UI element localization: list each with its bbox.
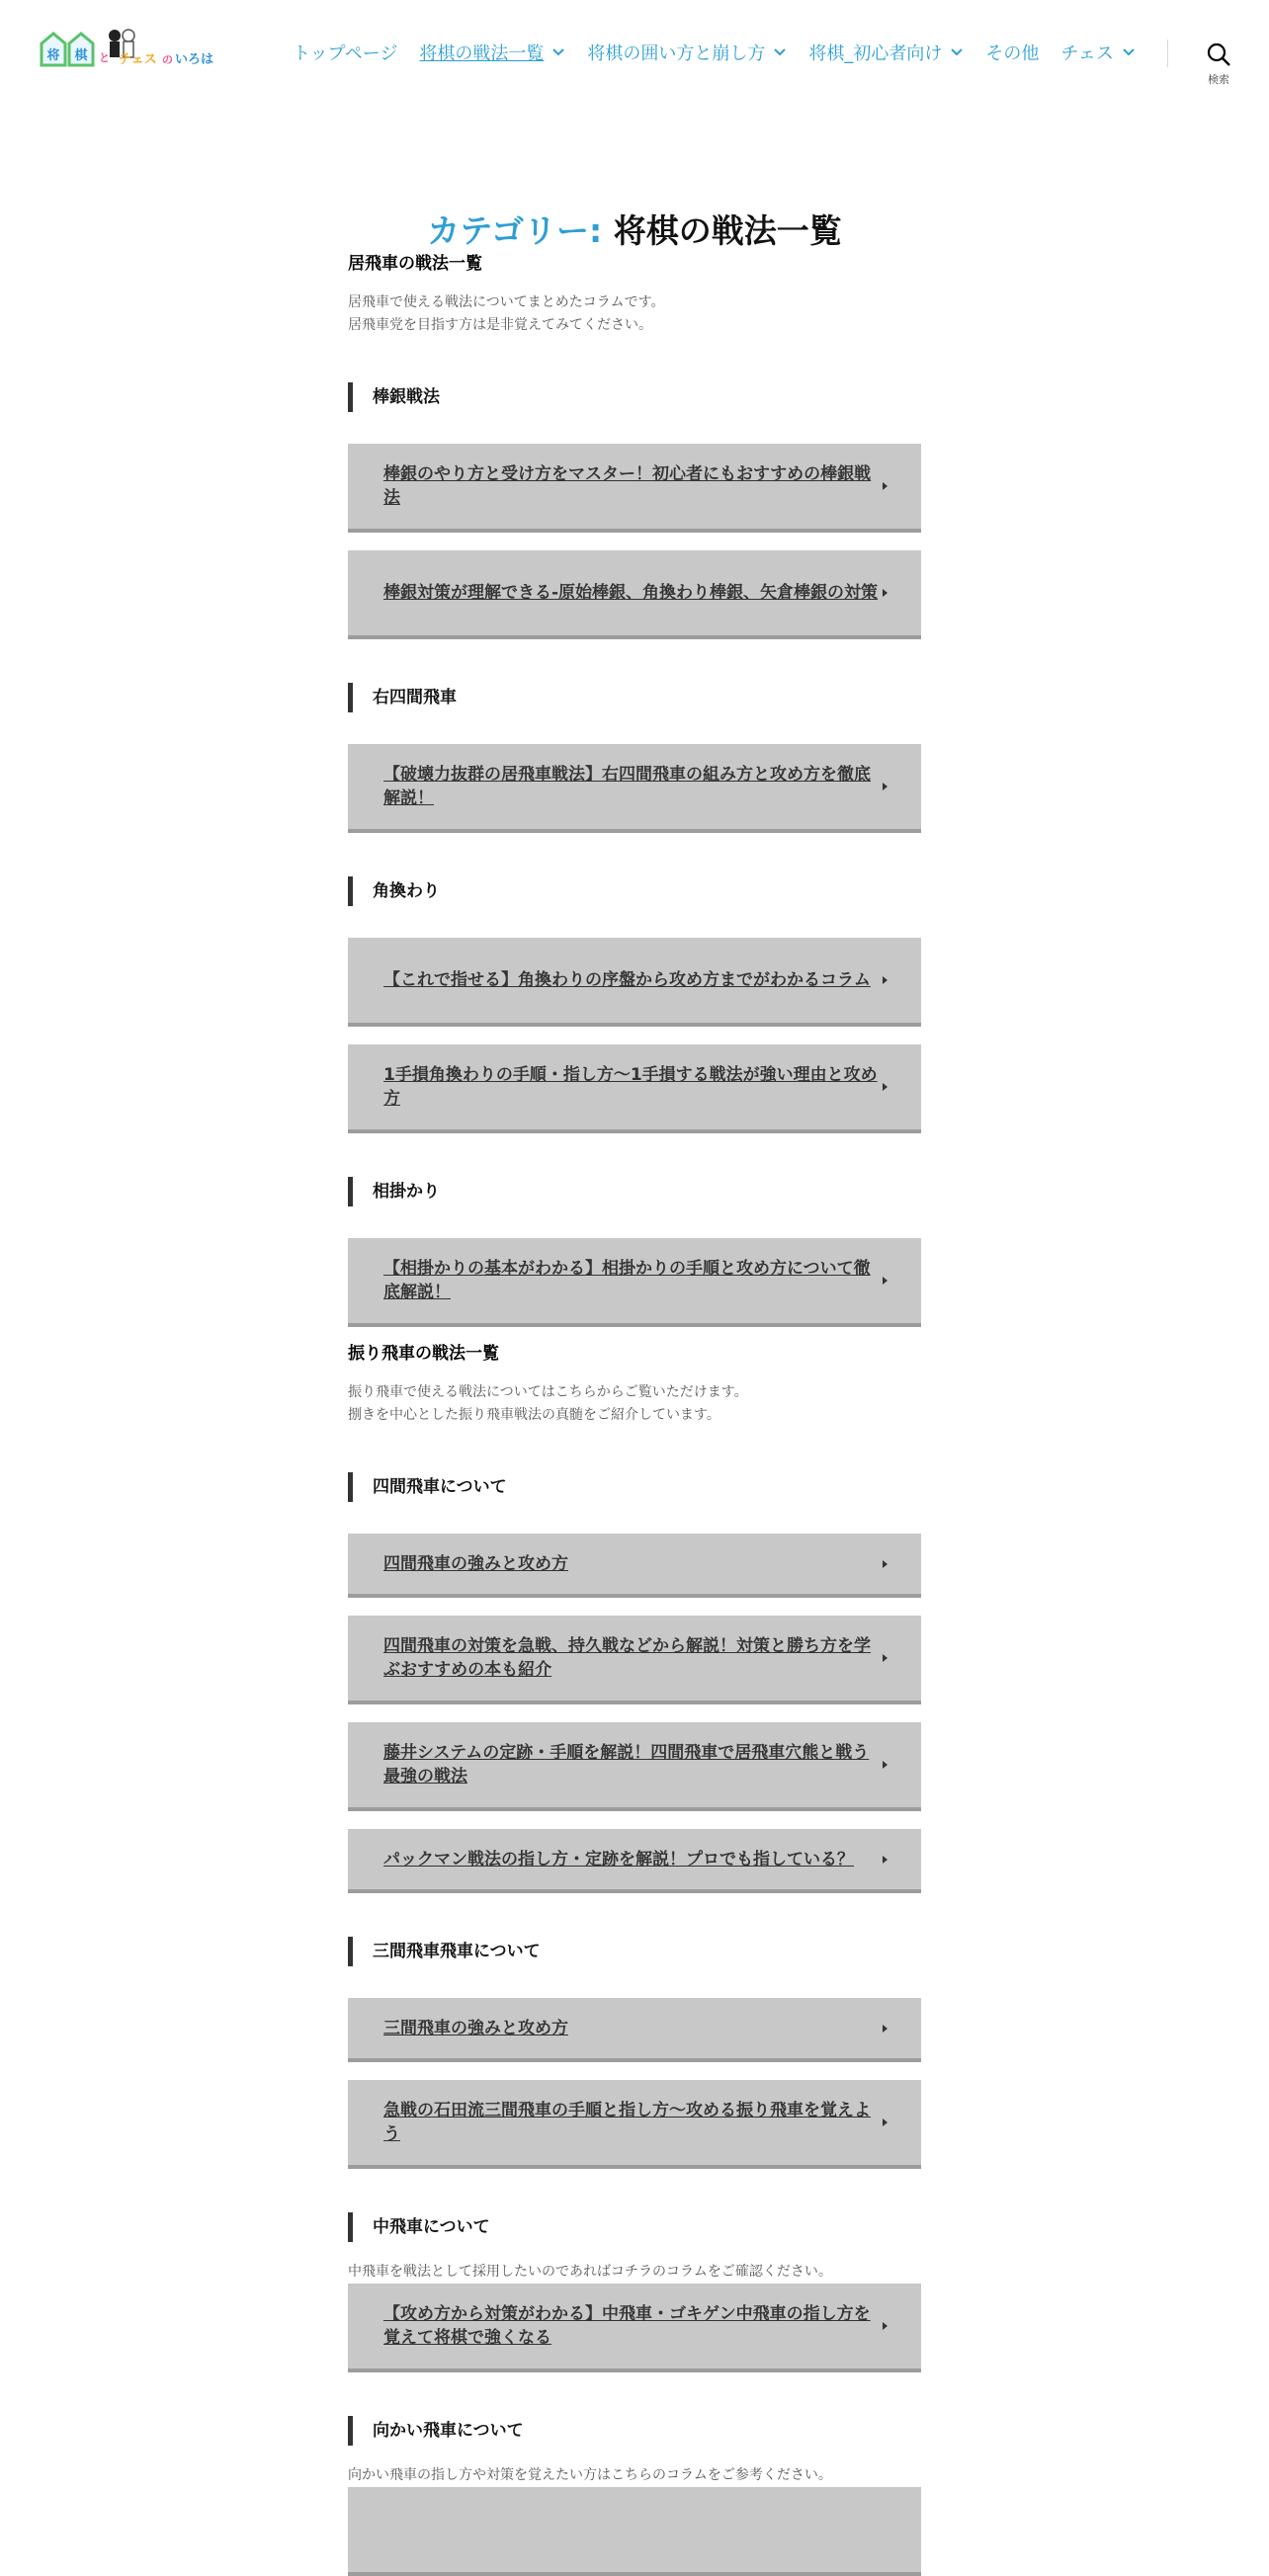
nav-label: トップページ [293,43,398,64]
nav-label: 将棋の囲い方と崩し方 [587,43,766,64]
heading-migishiken: 右四間飛車 [348,683,921,712]
caret-right-icon [883,2322,888,2330]
svg-text:チェス: チェス [119,52,157,67]
heading-mukai: 向かい飛車について [348,2416,921,2446]
nav-item-chess[interactable] [1060,40,1135,65]
logo-icon [40,26,214,75]
svg-text:いろは: いろは [175,52,214,67]
article-link[interactable] [348,744,921,833]
search-icon [1206,42,1231,67]
article-link[interactable] [348,2284,921,2372]
article-link[interactable] [348,1722,921,1811]
caret-right-icon [883,1856,888,1864]
nav-item-castles[interactable] [587,40,787,65]
chevron-down-icon[interactable] [551,47,565,57]
svg-text:棋: 棋 [74,48,88,63]
site-logo[interactable] [40,26,214,75]
heading-naka: 中飛車について [348,2212,921,2242]
nav-label: チェス [1060,43,1114,64]
article-link[interactable] [348,1238,921,1327]
article-link-text[interactable]: 棒銀のやり方と受け方をマスター！初心者にもおすすめの棒銀戦法 [383,464,872,508]
article-link-text[interactable]: 【相掛かりの基本がわかる】相掛かりの手順と攻め方について徹底解説！ [383,1259,871,1302]
article-link-text[interactable]: パックマン戦法の指し方・定跡を解説！プロでも指している？ [383,1849,854,1870]
intro-line: 捌きを中心とした振り飛車戦法の真髄をご紹介しています。 [348,1407,720,1423]
nav-item-strategies[interactable] [419,40,565,65]
chevron-down-icon[interactable] [1122,47,1136,57]
article-link-text[interactable]: 【これで指せる】角換わりの序盤から攻め方までがわかるコラム [383,970,871,990]
article-link[interactable] [348,1044,921,1133]
heading-sanken: 三間飛車飛車について [348,1937,921,1966]
archive-prefix: カテゴリー: [427,211,603,251]
svg-text:将: 将 [46,48,60,63]
article-link-text[interactable]: 四間飛車の強みと攻め方 [383,1553,568,1574]
article-link-text[interactable]: 【攻め方から対策がわかる】中飛車・ゴキゲン中飛車の指し方を覚えて将棋で強くなる [383,2304,871,2348]
section-note: 向かい飛車の指し方や対策を覚えたい方はこちらのコラムをご参考ください。 [348,2467,832,2483]
article-link[interactable] [348,1616,921,1704]
article-link-text[interactable]: 四間飛車の対策を急戦、持久戦などから解説！対策と勝ち方を学ぶおすすめの本も紹介 [383,1636,871,1680]
section-title-furibisha: 振り飛車の戦法一覧 [348,1344,499,1364]
caret-right-icon [883,783,888,790]
article-link[interactable] [348,2080,921,2169]
chevron-down-icon[interactable] [950,47,964,57]
intro-line: 居飛車党を目指す方は是非覚えてみてください。 [348,317,652,333]
caret-right-icon [883,1654,888,1662]
article-link-text[interactable]: 三間飛車の強みと攻め方 [383,2018,568,2038]
search-toggle[interactable] [1197,40,1240,89]
caret-right-icon [883,2119,888,2126]
article-link[interactable] [348,1534,921,1598]
primary-nav [293,40,1157,65]
article-link[interactable] [348,2487,921,2576]
site-header [0,0,1269,109]
article-link[interactable] [348,1998,921,2062]
nav-item-other[interactable] [985,40,1039,65]
article-link-text[interactable]: 【破壊力抜群の居飛車戦法】右四間飛車の組み方と攻め方を徹底解説！ [383,765,871,808]
nav-label: その他 [985,43,1040,64]
article-link-text[interactable]: 棒銀対策が理解できる-原始棒銀、角換わり棒銀、矢倉棒銀の対策 [383,583,879,603]
nav-label: 将棋_初心者向け [808,43,943,64]
caret-right-icon [883,1277,888,1285]
caret-right-icon [883,1761,888,1769]
article-link[interactable] [348,550,921,639]
article-link-text[interactable]: 藤井システムの定跡・手順を解説！四間飛車で居飛車穴熊と戦う最強の戦法 [383,1743,870,1787]
section-title-ibisha: 居飛車の戦法一覧 [348,254,482,274]
caret-right-icon [883,1560,888,1568]
header-divider [1167,40,1168,67]
article-link-text[interactable]: 1手損角換わりの手順・指し方〜1手損する戦法が強い理由と攻め方 [383,1065,878,1109]
section-note: 中飛車を戦法として採用したいのであればコチラのコラムをご確認ください。 [348,2264,832,2280]
caret-right-icon [883,589,888,597]
intro-line: 振り飛車で使える戦法についてはこちらからご覧いただけます。 [348,1384,748,1400]
page-title [0,206,1269,252]
article-link[interactable] [348,444,921,533]
article-link[interactable] [348,1829,921,1893]
caret-right-icon [883,976,888,984]
nav-item-top[interactable] [293,40,397,65]
article-link[interactable] [348,938,921,1027]
caret-right-icon [883,1083,888,1091]
nav-label: 将棋の戦法一覧 [419,43,545,64]
chevron-down-icon[interactable] [773,47,787,57]
heading-kakugawari: 角換わり [348,876,921,906]
intro-line: 居飛車で使える戦法についてまとめたコラムです。 [348,294,665,310]
heading-shiken: 四間飛車について [348,1472,921,1502]
caret-right-icon [883,2025,888,2033]
archive-name: 将棋の戦法一覧 [613,211,842,251]
article-link-text[interactable]: 急戦の石田流三間飛車の手順と指し方～攻める振り飛車を覚えよう [383,2101,871,2144]
svg-text:と: と [99,51,110,64]
heading-bougin: 棒銀戦法 [348,382,921,412]
svg-text:の: の [162,53,173,66]
category-description [348,247,921,2576]
heading-aigakari: 相掛かり [348,1177,921,1206]
search-label: 検索 [1208,73,1229,86]
caret-right-icon [883,482,888,490]
nav-item-beginners[interactable] [808,40,964,65]
